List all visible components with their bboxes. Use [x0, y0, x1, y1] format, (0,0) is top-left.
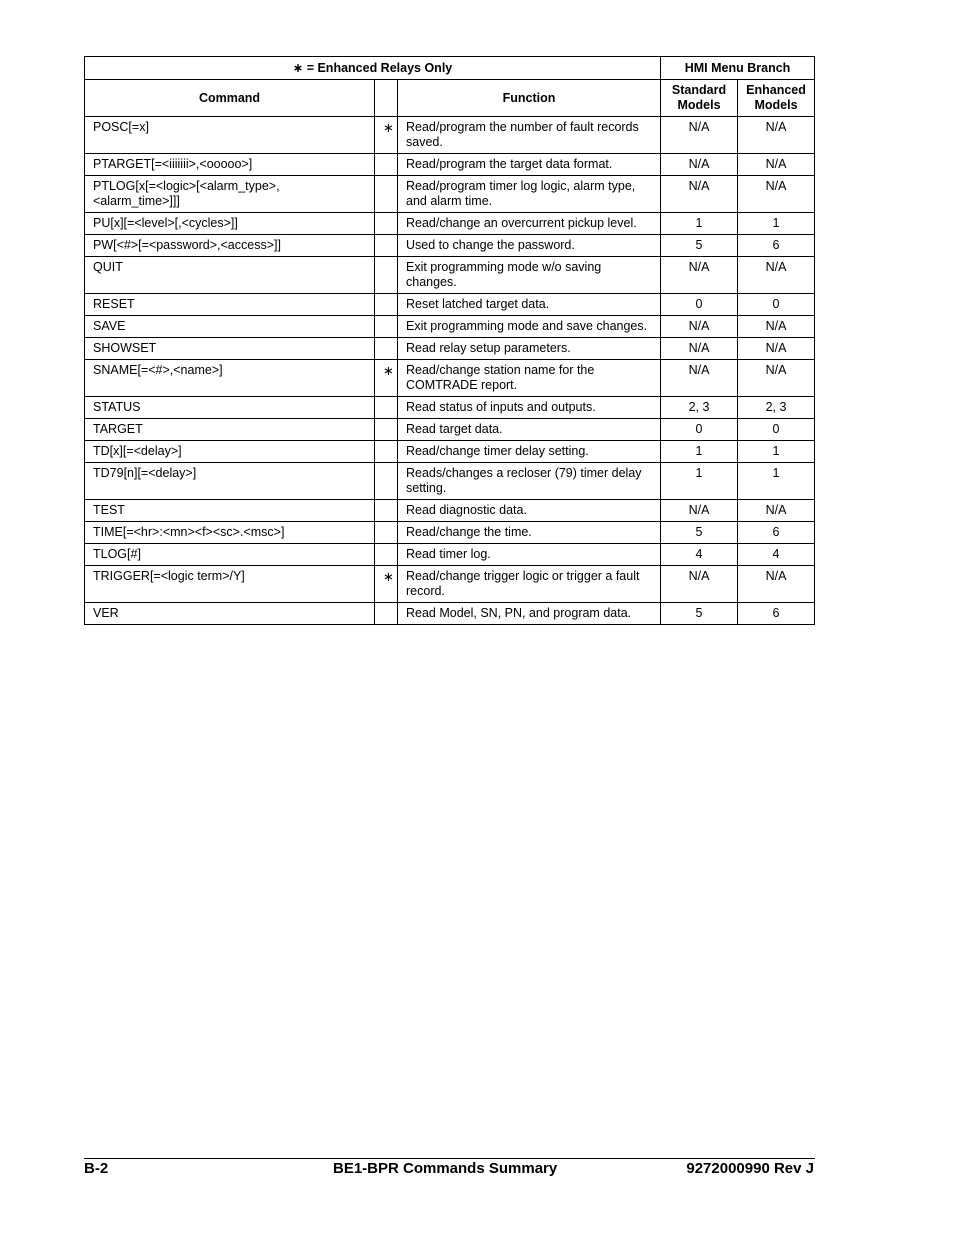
enhanced-only-marker: ∗ — [375, 117, 398, 154]
command-cell: PW[<#>[=<password>,<access>]] — [85, 235, 375, 257]
document-number: 9272000990 Rev J — [686, 1160, 814, 1177]
standard-models-cell: 5 — [661, 235, 738, 257]
function-cell: Read/change trigger logic or trigger a fault record. — [398, 566, 661, 603]
standard-models-cell: N/A — [661, 500, 738, 522]
table-row — [85, 294, 815, 316]
table-row — [85, 419, 815, 441]
command-cell: QUIT — [85, 257, 375, 294]
command-cell: RESET — [85, 294, 375, 316]
function-cell: Read/change an overcurrent pickup level. — [398, 213, 661, 235]
table-row — [85, 316, 815, 338]
table-row — [85, 213, 815, 235]
table-row — [85, 566, 815, 603]
enhanced-models-cell: 6 — [738, 235, 815, 257]
hmi-menu-branch-header: HMI Menu Branch — [661, 57, 815, 80]
table-row — [85, 500, 815, 522]
enhanced-only-marker: ∗ — [375, 360, 398, 397]
command-cell: TEST — [85, 500, 375, 522]
command-cell: SHOWSET — [85, 338, 375, 360]
function-cell: Exit programming mode w/o saving changes. — [398, 257, 661, 294]
standard-models-cell: 0 — [661, 419, 738, 441]
enhanced-models-cell: N/A — [738, 257, 815, 294]
enhanced-models-cell: 1 — [738, 213, 815, 235]
enhanced-models-cell: 4 — [738, 544, 815, 566]
command-cell: STATUS — [85, 397, 375, 419]
function-cell: Reset latched target data. — [398, 294, 661, 316]
command-column-header: Command — [85, 80, 375, 117]
function-cell: Read/change the time. — [398, 522, 661, 544]
function-cell: Used to change the password. — [398, 235, 661, 257]
enhanced-only-marker — [375, 338, 398, 360]
command-cell: TD[x][=<delay>] — [85, 441, 375, 463]
enhanced-models-cell: N/A — [738, 176, 815, 213]
standard-models-cell: N/A — [661, 154, 738, 176]
command-cell: PTARGET[=<iiiiiii>,<ooooo>] — [85, 154, 375, 176]
enhanced-models-cell: 6 — [738, 522, 815, 544]
page-number: B-2 — [84, 1160, 109, 1177]
command-cell: TIME[=<hr>:<mn><f><sc>.<msc>] — [85, 522, 375, 544]
table-row — [85, 154, 815, 176]
enhanced-models-cell: 0 — [738, 294, 815, 316]
function-cell: Read/program timer log logic, alarm type, and alarm time. — [398, 176, 661, 213]
standard-models-cell: 2, 3 — [661, 397, 738, 419]
enhanced-models-header: Enhanced Models — [738, 80, 815, 117]
function-cell: Read/change station name for the COMTRADE report. — [398, 360, 661, 397]
enhanced-models-cell: 6 — [738, 603, 815, 625]
command-cell: TLOG[#] — [85, 544, 375, 566]
enhanced-only-marker — [375, 213, 398, 235]
enhanced-models-cell: N/A — [738, 500, 815, 522]
standard-models-cell: N/A — [661, 338, 738, 360]
table-row — [85, 257, 815, 294]
enhanced-only-marker — [375, 257, 398, 294]
enhanced-only-marker — [375, 154, 398, 176]
enhanced-models-cell: 2, 3 — [738, 397, 815, 419]
enhanced-only-marker — [375, 316, 398, 338]
table-row — [85, 338, 815, 360]
enhanced-models-cell: N/A — [738, 316, 815, 338]
function-cell: Read diagnostic data. — [398, 500, 661, 522]
enhanced-models-cell: 0 — [738, 419, 815, 441]
command-cell: PTLOG[x[=<logic>[<alarm_type>,<alarm_time>]]] — [85, 176, 375, 213]
table-row — [85, 463, 815, 500]
function-cell: Reads/changes a recloser (79) timer delay setting. — [398, 463, 661, 500]
table-row — [85, 360, 815, 397]
enhanced-only-marker — [375, 463, 398, 500]
standard-models-cell: N/A — [661, 117, 738, 154]
enhanced-models-cell: N/A — [738, 117, 815, 154]
star-column-header — [375, 80, 398, 117]
table-row — [85, 176, 815, 213]
enhanced-only-marker — [375, 522, 398, 544]
enhanced-only-marker — [375, 294, 398, 316]
enhanced-only-marker — [375, 397, 398, 419]
commands-table — [84, 56, 815, 625]
enhanced-only-marker — [375, 176, 398, 213]
footer-rule — [84, 1158, 815, 1159]
enhanced-models-cell: N/A — [738, 566, 815, 603]
function-cell: Read/change timer delay setting. — [398, 441, 661, 463]
command-cell: POSC[=x] — [85, 117, 375, 154]
standard-models-cell: 4 — [661, 544, 738, 566]
command-cell: TARGET — [85, 419, 375, 441]
enhanced-models-cell: 1 — [738, 441, 815, 463]
standard-models-cell: N/A — [661, 360, 738, 397]
function-column-header: Function — [398, 80, 661, 117]
enhanced-only-marker — [375, 235, 398, 257]
command-cell: TD79[n][=<delay>] — [85, 463, 375, 500]
table-body — [85, 117, 815, 625]
table-row — [85, 544, 815, 566]
standard-models-cell: N/A — [661, 257, 738, 294]
standard-models-cell: 1 — [661, 463, 738, 500]
enhanced-models-cell: N/A — [738, 154, 815, 176]
command-cell: PU[x][=<level>[,<cycles>]] — [85, 213, 375, 235]
table-row — [85, 397, 815, 419]
enhanced-models-cell: N/A — [738, 360, 815, 397]
table-row — [85, 117, 815, 154]
enhanced-models-cell: 1 — [738, 463, 815, 500]
enhanced-only-marker — [375, 603, 398, 625]
enhanced-only-marker — [375, 500, 398, 522]
command-cell: SNAME[=<#>,<name>] — [85, 360, 375, 397]
table-row — [85, 603, 815, 625]
function-cell: Read relay setup parameters. — [398, 338, 661, 360]
function-cell: Exit programming mode and save changes. — [398, 316, 661, 338]
legend-header: ∗ = Enhanced Relays Only — [85, 57, 661, 80]
standard-models-cell: N/A — [661, 566, 738, 603]
standard-models-cell: N/A — [661, 316, 738, 338]
enhanced-only-marker: ∗ — [375, 566, 398, 603]
enhanced-only-marker — [375, 419, 398, 441]
standard-models-cell: 1 — [661, 441, 738, 463]
function-cell: Read target data. — [398, 419, 661, 441]
command-cell: VER — [85, 603, 375, 625]
standard-models-cell: 1 — [661, 213, 738, 235]
table-row — [85, 522, 815, 544]
standard-models-cell: 5 — [661, 522, 738, 544]
footer-title: BE1-BPR Commands Summary — [333, 1160, 558, 1177]
function-cell: Read status of inputs and outputs. — [398, 397, 661, 419]
command-cell: SAVE — [85, 316, 375, 338]
standard-models-cell: N/A — [661, 176, 738, 213]
function-cell: Read Model, SN, PN, and program data. — [398, 603, 661, 625]
enhanced-models-cell: N/A — [738, 338, 815, 360]
command-cell: TRIGGER[=<logic term>/Y] — [85, 566, 375, 603]
standard-models-header: Standard Models — [661, 80, 738, 117]
enhanced-only-marker — [375, 544, 398, 566]
function-cell: Read/program the number of fault records saved. — [398, 117, 661, 154]
function-cell: Read/program the target data format. — [398, 154, 661, 176]
standard-models-cell: 5 — [661, 603, 738, 625]
enhanced-only-marker — [375, 441, 398, 463]
function-cell: Read timer log. — [398, 544, 661, 566]
table-row — [85, 441, 815, 463]
table-row — [85, 235, 815, 257]
standard-models-cell: 0 — [661, 294, 738, 316]
